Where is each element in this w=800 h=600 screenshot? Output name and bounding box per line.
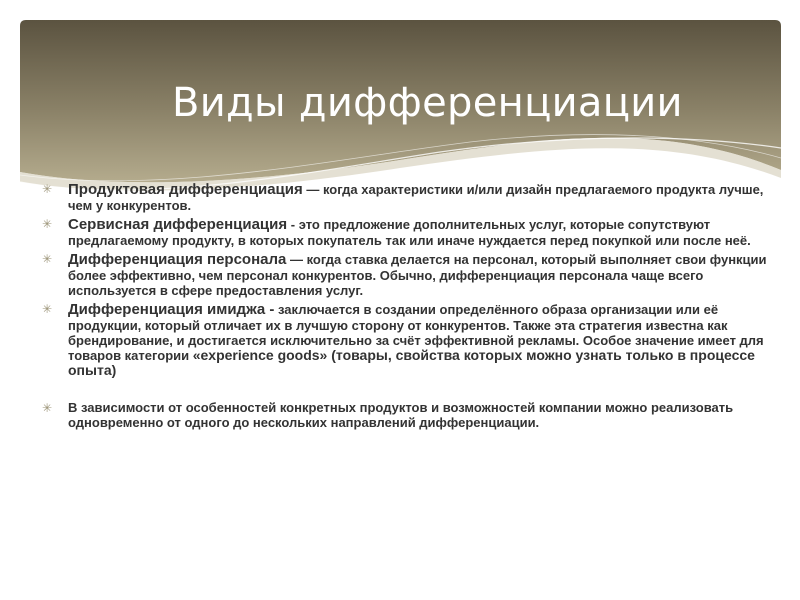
asterisk-icon: ✳ — [42, 252, 53, 266]
bullet-text: заключается в создании определённого образа организации или её продукции, который отличает их в лучшую сторону от конкурентов. Также эта стратегия известна как брендирование, и достигается исключительно за счёт эффективной рекламы. Особое значение имеет для товаров категории — [68, 302, 764, 363]
bullet-term: Продуктовая дифференциация — [68, 181, 303, 198]
bullet-term: Дифференциация имиджа - — [68, 301, 275, 318]
bullet-item-image — [42, 301, 767, 378]
bullet-list — [42, 181, 767, 430]
asterisk-icon: ✳ — [42, 182, 53, 196]
bullet-item-conclusion — [42, 400, 767, 430]
asterisk-icon: ✳ — [42, 217, 53, 231]
bullet-text: — когда характеристики и/или дизайн предлагаемого продукта лучше, чем у конкурентов. — [68, 182, 764, 213]
slide-title: Виды дифференциации — [172, 80, 683, 126]
bullet-item-personnel — [42, 251, 767, 298]
bullet-item-product — [42, 181, 767, 213]
bullet-item-service — [42, 216, 767, 248]
bullet-text: В зависимости от особенностей конкретных продуктов и возможностей компании можно реализовать одновременно от одного до нескольких направлений дифференциации. — [68, 400, 734, 430]
bullet-term: Сервисная дифференциация — [68, 216, 288, 233]
asterisk-icon: ✳ — [42, 302, 53, 316]
bullet-list-area — [42, 181, 767, 433]
bullet-text-emphasis: «experience goods» (товары, свойства которых можно узнать только в процессе опыта) — [68, 347, 755, 378]
bullet-text: - это предложение дополнительных услуг, которые сопутствуют предлагаемому продукту, в которых покупатель так или иначе нуждается перед покупкой или после неё. — [68, 217, 751, 248]
bullet-term: Дифференциация персонала — [68, 251, 287, 268]
asterisk-icon: ✳ — [42, 401, 53, 415]
bullet-text: — когда ставка делается на персонал, который выполняет свои функции более эффективно, чем персонал конкурентов. Обычно, дифференциация персонала чаще всего используется в сфере предоставления услуг. — [68, 252, 767, 298]
